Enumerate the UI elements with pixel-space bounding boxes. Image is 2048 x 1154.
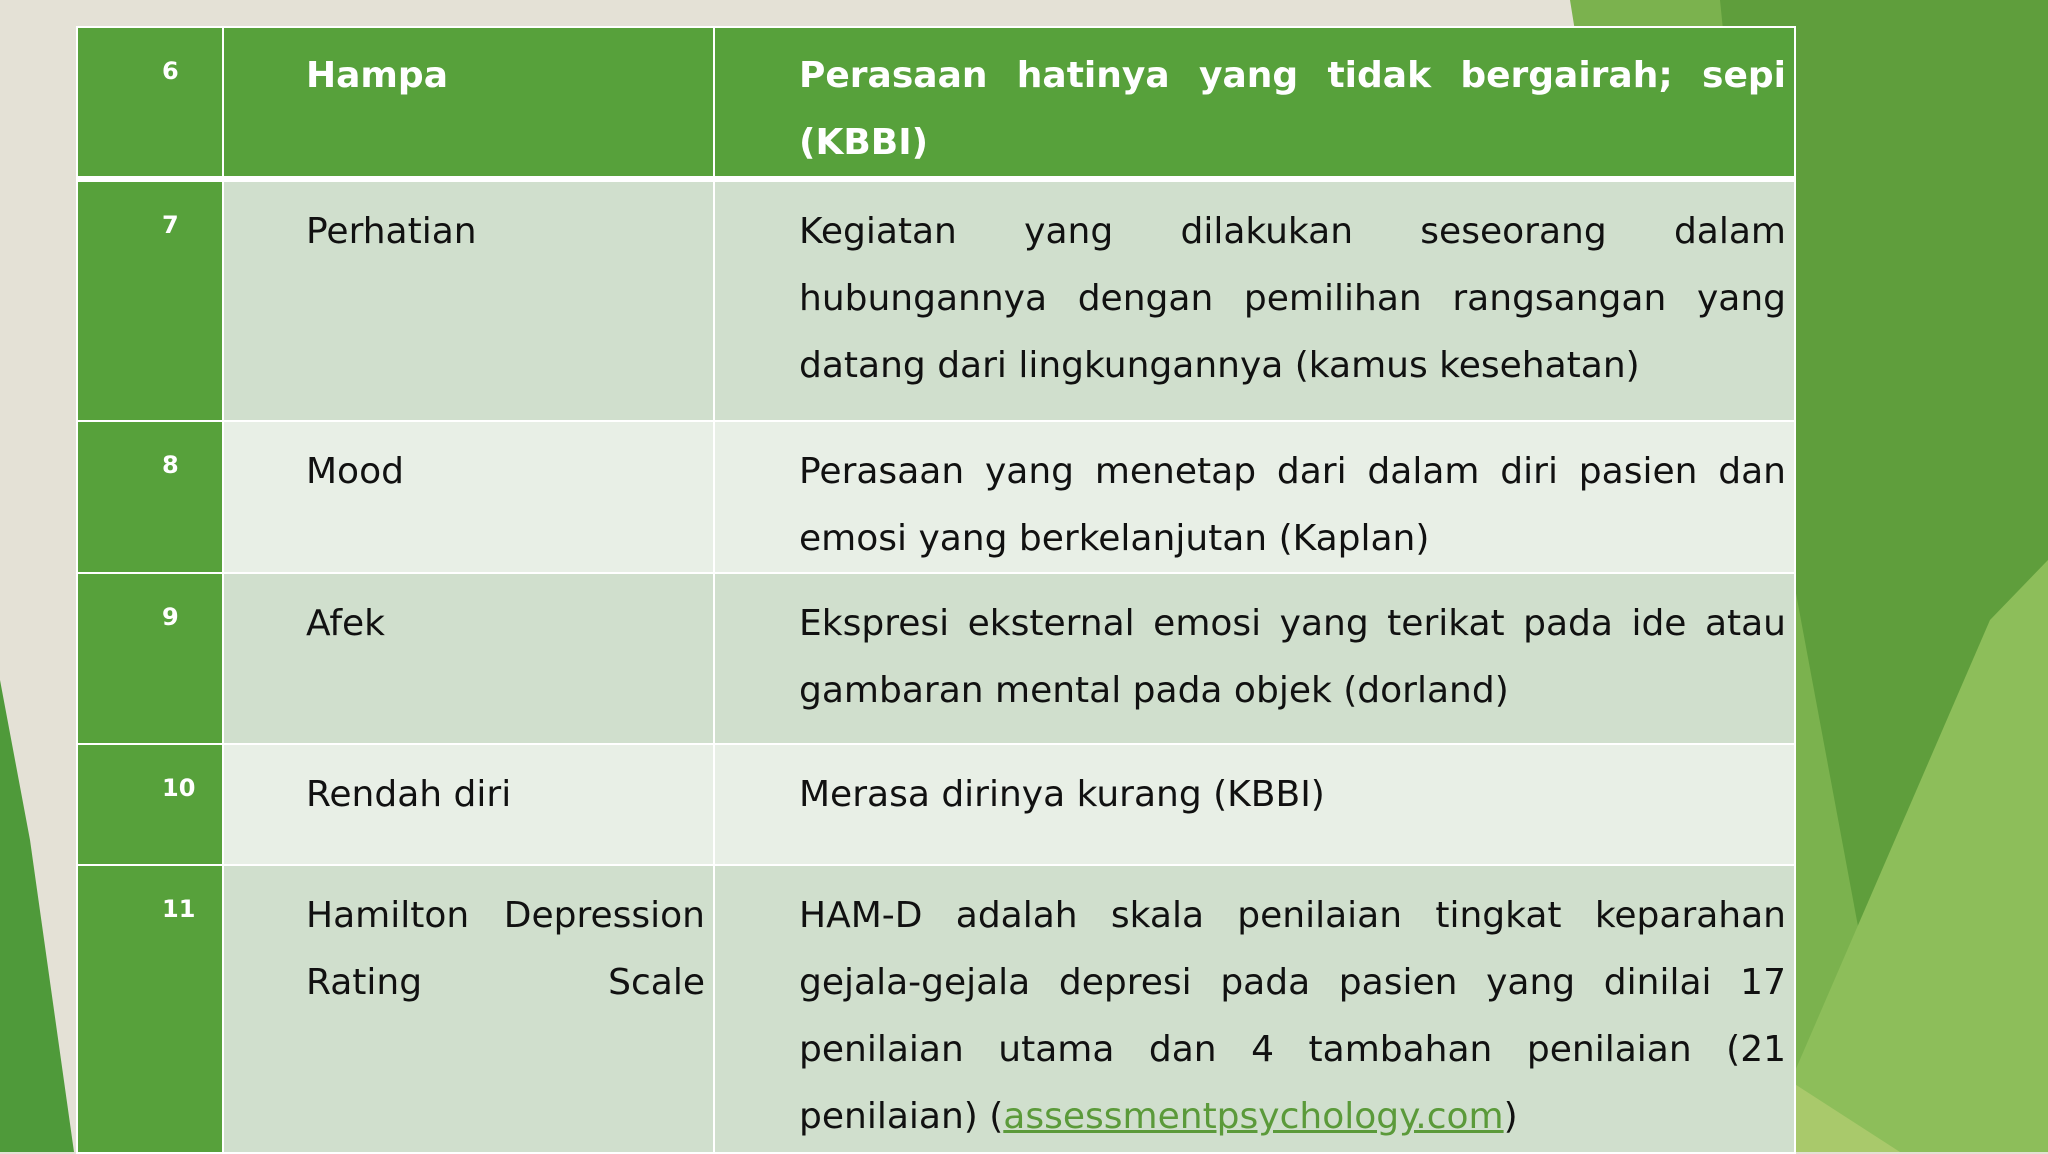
- row-number: 9: [77, 573, 223, 744]
- row-definition: Perasaan yang menetap dari dalam diri pasien dan emosi yang berkelanjutan (Kaplan): [714, 421, 1795, 573]
- row-definition: [714, 865, 1795, 1153]
- row-number: 7: [77, 179, 223, 421]
- table-row: [77, 421, 1795, 573]
- table-row: [77, 179, 1795, 421]
- row-definition: Merasa dirinya kurang (KBBI): [714, 744, 1795, 865]
- row-number: 10: [77, 744, 223, 865]
- source-link[interactable]: assessmentpsychology.com: [1003, 1096, 1504, 1137]
- row-term: Afek: [223, 573, 714, 744]
- green-shape-left: [0, 680, 74, 1152]
- row-number: 6: [77, 27, 223, 179]
- table-row: [77, 865, 1795, 1153]
- row-term: Perhatian: [223, 179, 714, 421]
- row-term: Mood: [223, 421, 714, 573]
- row-number: 11: [77, 865, 223, 1153]
- definition-suffix: ): [1503, 1096, 1518, 1137]
- row-definition: Kegiatan yang dilakukan seseorang dalam hubungannya dengan pemilihan rangsangan yang datang dari lingkungannya (kamus kesehatan): [714, 179, 1795, 421]
- glossary-table: [76, 26, 1796, 1154]
- row-definition: Ekspresi eksternal emosi yang terikat pada ide atau gambaran mental pada objek (dorland): [714, 573, 1795, 744]
- table-row: [77, 27, 1795, 179]
- table-row: [77, 744, 1795, 865]
- definition-text: HAM-D adalah skala penilaian tingkat keparahan gejala-gejala depresi pada pasien yang dinilai 17 penilaian utama dan 4 tambahan penilaian (21 penilaian) (: [799, 895, 1786, 1137]
- row-term: Rendah diri: [223, 744, 714, 865]
- row-term: Hampa: [223, 27, 714, 179]
- row-definition: Perasaan hatinya yang tidak bergairah; sepi (KBBI): [714, 27, 1795, 179]
- row-term: Hamilton Depression Rating Scale: [223, 865, 714, 1153]
- row-number: 8: [77, 421, 223, 573]
- table-row: [77, 573, 1795, 744]
